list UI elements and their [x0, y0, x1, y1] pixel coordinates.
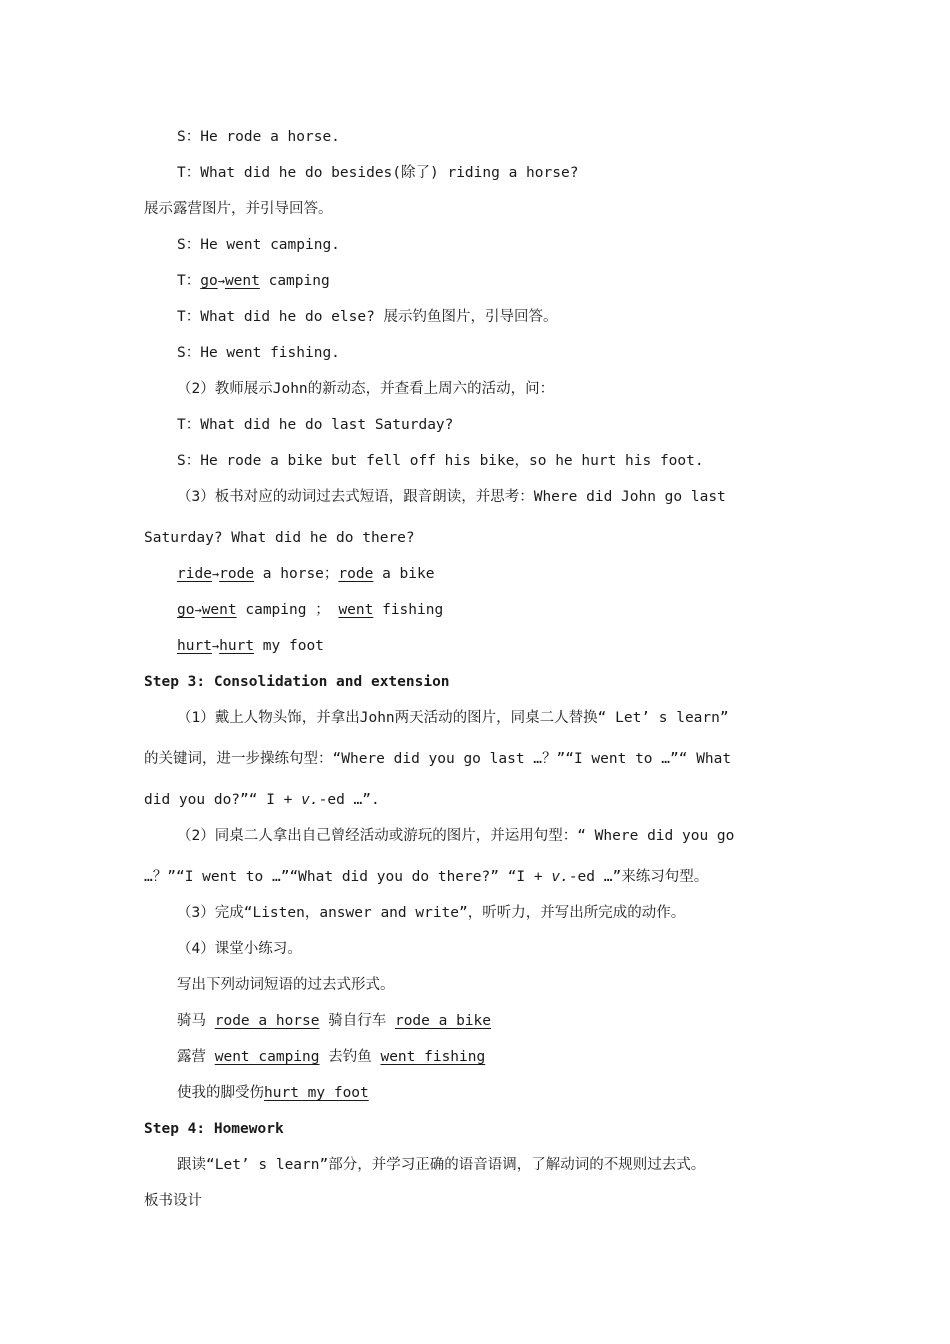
verb-past: hurt: [219, 638, 255, 654]
verb-base: go: [200, 273, 218, 289]
arrow-icon: →: [211, 639, 220, 653]
verb-abbrev: v.: [551, 869, 569, 885]
exercise-answer: went fishing: [380, 1049, 486, 1065]
step-item-2: （2）教师展示John的新动态，并查看上周六的活动，问：: [177, 381, 555, 397]
verb-past: went: [338, 602, 374, 618]
phrase-rest: camping ；: [236, 602, 339, 618]
exercise-prompt: 去钓鱼: [319, 1049, 381, 1065]
dialog-line-teacher-go-went: [177, 271, 330, 291]
verb-abbrev: v.: [301, 792, 319, 808]
board-line-go-went: [177, 600, 443, 620]
step3-item-2-part2: [144, 867, 708, 887]
instruction-show-camping: 展示露营图片，并引导回答。: [144, 201, 333, 217]
exercise-prompt: 骑马: [177, 1013, 215, 1029]
verb-past: rode: [219, 566, 255, 582]
verb-base: ride: [177, 566, 212, 582]
step-item-3-part1: （3）板书对应的动词过去式短语，跟音朗读，并思考：Where did John go last: [177, 489, 726, 505]
dialog-line-student-rode-horse: S：He rode a horse.: [177, 129, 340, 145]
exercise-row-3: [177, 1083, 369, 1103]
exercise-answer: rode a bike: [394, 1013, 491, 1029]
verb-base: go: [177, 602, 195, 618]
exercise-answer: rode a horse: [214, 1013, 320, 1029]
phrase-rest: fishing: [373, 602, 444, 618]
phrase-rest: my foot: [254, 638, 324, 654]
speaker-label: T：: [177, 273, 201, 289]
text-segment: -ed …”来练习句型。: [568, 869, 709, 885]
step3-item-2-part1: （2）同桌二人拿出自己曾经活动或游玩的图片，并运用句型：“ Where did you go: [177, 828, 735, 844]
dialog-line-teacher-else: T：What did he do else? 展示钓鱼图片，引导回答。: [177, 309, 558, 325]
section-heading-step-4: Step 4: Homework: [144, 1121, 284, 1137]
exercise-prompt: 骑自行车: [319, 1013, 395, 1029]
step3-item-4: （4）课堂小练习。: [177, 941, 302, 957]
exercise-prompt: 露营: [177, 1049, 215, 1065]
arrow-icon: →: [217, 274, 225, 288]
dialog-line-teacher-last-saturday: T：What did he do last Saturday?: [177, 417, 454, 433]
step3-item-3: （3）完成“Listen，answer and write”，听听力，并写出所完成的动作。: [177, 905, 686, 921]
verb-past: went: [201, 602, 237, 618]
phrase-rest: a bike: [373, 566, 435, 582]
arrow-icon: →: [211, 567, 220, 581]
board-design-heading: 板书设计: [144, 1193, 202, 1209]
text-segment: -ed …”.: [318, 792, 380, 808]
exercise-answer: went camping: [214, 1049, 320, 1065]
arrow-icon: →: [194, 603, 202, 617]
text-segment: …？”“I went to …”“What did you do there?” “I +: [144, 869, 552, 885]
step3-item-1-part3: [144, 790, 380, 810]
exercise-row-2: [177, 1047, 485, 1067]
exercise-row-1: [177, 1011, 491, 1031]
text-segment: did you do?”“ I +: [144, 792, 302, 808]
phrase-rest: a horse；: [254, 566, 339, 582]
exercise-prompt: 使我的脚受伤: [177, 1085, 264, 1101]
exercise-instruction: 写出下列动词短语的过去式形式。: [177, 977, 395, 993]
section-heading-step-3: Step 3: Consolidation and extension: [144, 674, 450, 690]
verb-base: hurt: [177, 638, 212, 654]
verb-past: rode: [338, 566, 374, 582]
homework-text: 跟读“Let’ s learn”部分，并学习正确的语音语调，了解动词的不规则过去式。: [177, 1157, 706, 1173]
dialog-line-teacher-besides: T：What did he do besides(除了) riding a horse?: [177, 165, 579, 181]
step3-item-1-part2: 的关键词，进一步操练句型：“Where did you go last …？”“I went to …”“ What: [144, 751, 732, 767]
verb-past: went: [224, 273, 260, 289]
board-line-hurt-hurt: [177, 636, 324, 656]
dialog-line-student-rode-bike: S：He rode a bike but fell off his bike，so he hurt his foot.: [177, 453, 704, 469]
step-item-3-part2: Saturday? What did he do there?: [144, 530, 415, 546]
dialog-line-student-went-fishing: S：He went fishing.: [177, 345, 340, 361]
step3-item-1-part1: （1）戴上人物头饰，并拿出John两天活动的图片，同桌二人替换“ Let’ s learn”: [177, 710, 729, 726]
exercise-answer: hurt my foot: [264, 1085, 369, 1101]
phrase-rest: camping: [259, 273, 330, 289]
board-line-ride-rode: [177, 564, 434, 584]
dialog-line-student-went-camping: S：He went camping.: [177, 237, 340, 253]
